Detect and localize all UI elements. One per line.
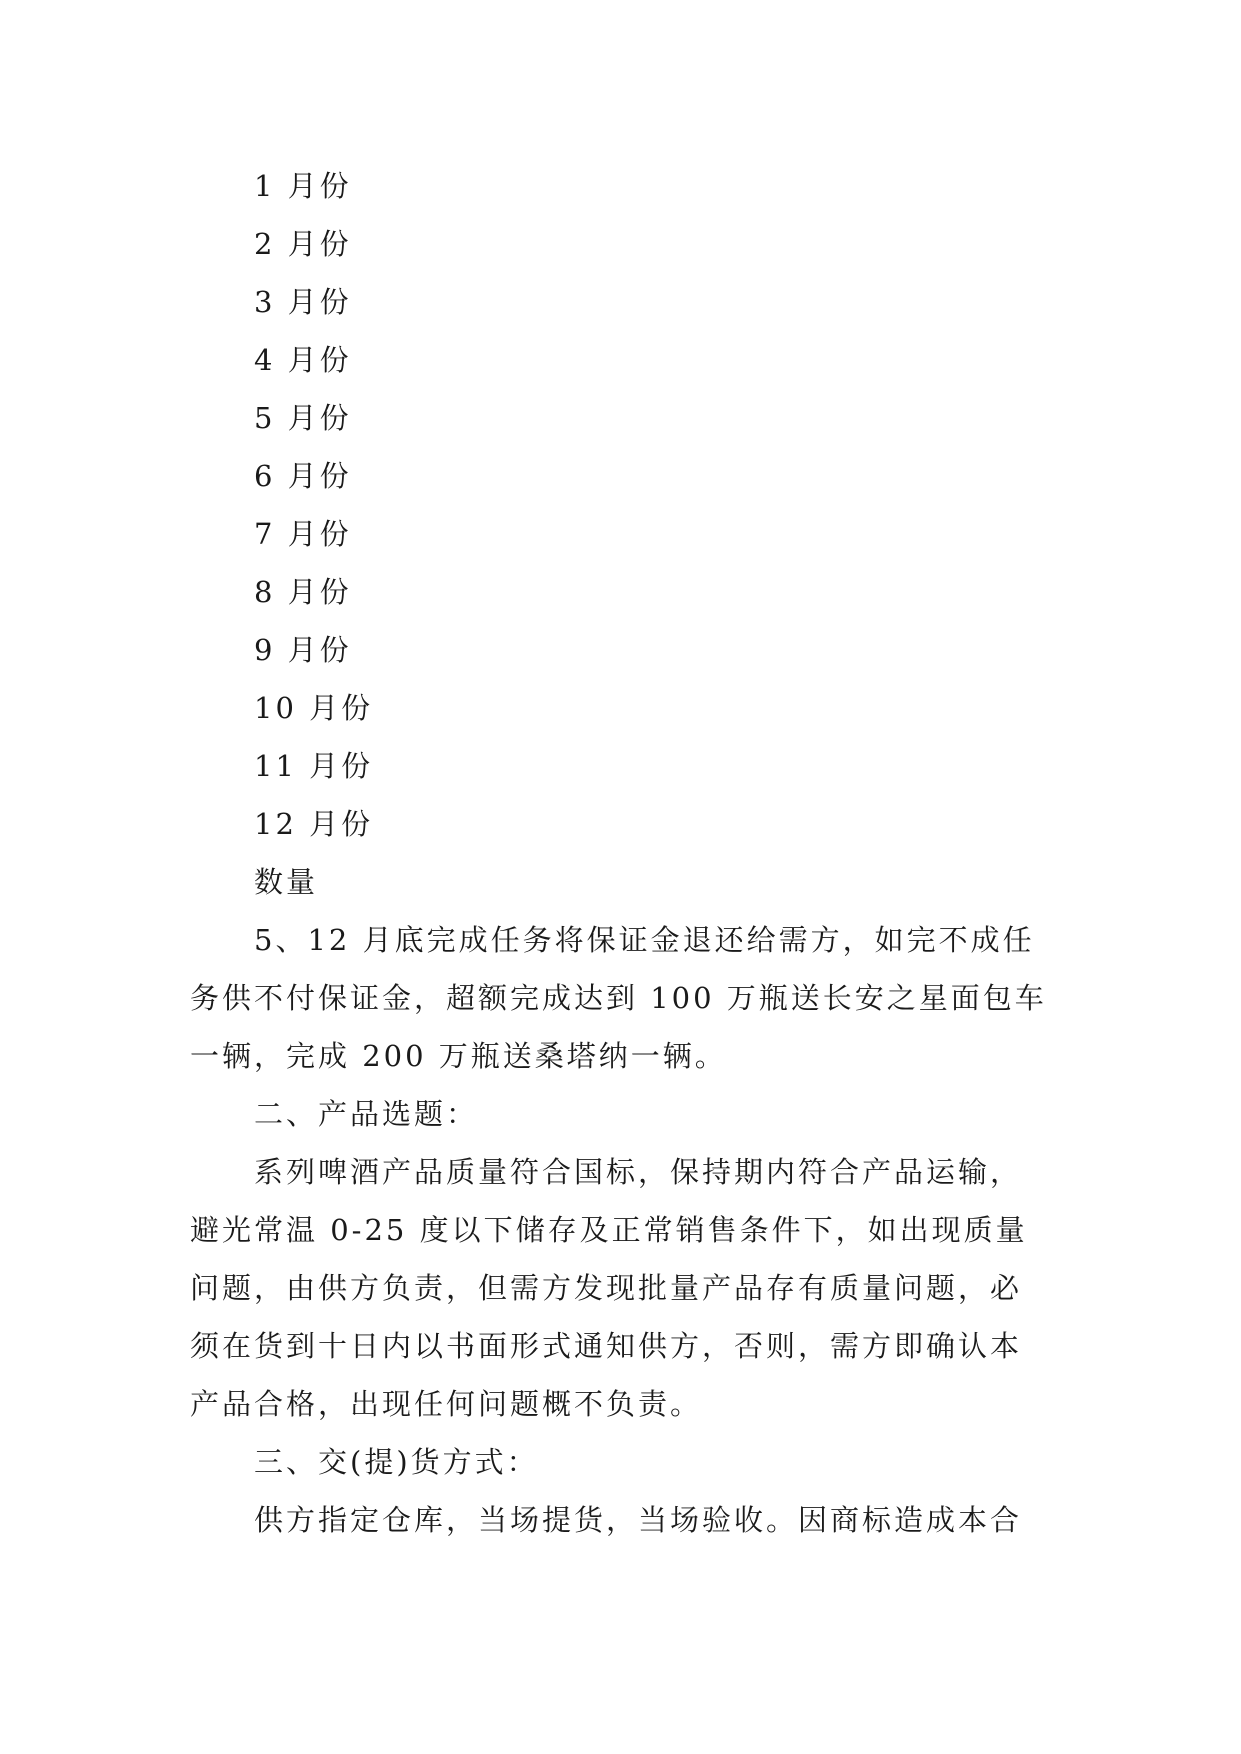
clause-5-line: 一辆，完成 200 万瓶送桑塔纳一辆。	[190, 1039, 727, 1073]
month-item: 12 月份	[254, 807, 374, 841]
section-2-line: 产品合格，出现任何问题概不负责。	[190, 1387, 703, 1421]
document-body	[190, 157, 1060, 1549]
section-3-heading: 三、交(提)货方式：	[254, 1445, 539, 1479]
clause-5-line: 务供不付保证金，超额完成达到 100 万瓶送长安之星面包车	[190, 981, 1047, 1015]
month-item: 1 月份	[254, 169, 352, 203]
clause-5-line: 5、12 月底完成任务将保证金退还给需方，如完不成任	[254, 923, 1035, 957]
month-item: 7 月份	[254, 517, 352, 551]
section-2-heading: 二、产品选题：	[254, 1097, 479, 1131]
month-item: 2 月份	[254, 227, 352, 261]
month-item: 9 月份	[254, 633, 352, 667]
month-item: 4 月份	[254, 343, 352, 377]
clause-5	[190, 911, 1060, 1085]
section-2-line: 须在货到十日内以书面形式通知供方，否则，需方即确认本	[190, 1329, 1023, 1363]
section-2-body	[190, 1143, 1060, 1433]
month-item: 6 月份	[254, 459, 352, 493]
month-item: 11 月份	[254, 749, 374, 783]
month-item: 5 月份	[254, 401, 352, 435]
section-3-line: 供方指定仓库，当场提货，当场验收。因商标造成本合	[254, 1503, 1023, 1537]
month-list	[190, 157, 1060, 853]
quantity-label: 数量	[254, 865, 319, 899]
month-item: 3 月份	[254, 285, 352, 319]
month-item: 10 月份	[254, 691, 374, 725]
section-3-body	[190, 1491, 1060, 1549]
month-item: 8 月份	[254, 575, 352, 609]
section-2-line: 避光常温 0-25 度以下储存及正常销售条件下，如出现质量	[190, 1213, 1028, 1247]
section-2-line: 系列啤酒产品质量符合国标，保持期内符合产品运输，	[254, 1155, 1023, 1189]
section-2-line: 问题，由供方负责，但需方发现批量产品存有质量问题，必	[190, 1271, 1023, 1305]
